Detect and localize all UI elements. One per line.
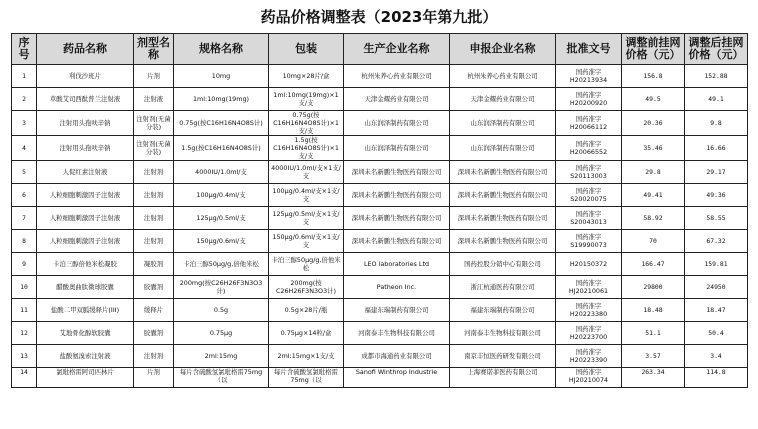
cell-applicant: 山东润泽制药有限公司 bbox=[450, 111, 556, 136]
cell-applicant: 河南泰丰生物科技有限公司 bbox=[450, 322, 556, 345]
cell-price-before: 166.47 bbox=[622, 253, 685, 276]
cell-price-before: 156.8 bbox=[622, 65, 685, 88]
table-row bbox=[12, 230, 748, 253]
cell-drug-name: 草酸艾司西酞普兰注射液 bbox=[37, 88, 134, 111]
cell-approval-number: 国药准字S20020075 bbox=[556, 184, 622, 207]
cell-price-after: 159.81 bbox=[685, 253, 748, 276]
cell-price-after: 3.4 bbox=[685, 345, 748, 368]
cell-price-after: 24950 bbox=[685, 276, 748, 299]
cell-price-after: 49.36 bbox=[685, 184, 748, 207]
cell-applicant: 福建东瑞制药有限公司 bbox=[450, 299, 556, 322]
cell-applicant: 上海赛诺菲医药有限公司 bbox=[450, 368, 556, 388]
cell-approval-number: 国药准字H20223700 bbox=[556, 322, 622, 345]
table-row bbox=[12, 136, 748, 161]
cell-no: 7 bbox=[12, 207, 37, 230]
cell-package: 每片含硫酸氢氯吡格雷75mg（以 bbox=[269, 368, 344, 388]
cell-manufacturer: 深圳未名新鹏生物医药有限公司 bbox=[344, 161, 450, 184]
page-title: 药品价格调整表（2023年第九批） bbox=[260, 8, 498, 26]
cell-dosage-form: 片剂 bbox=[134, 368, 174, 388]
cell-spec: 每片含硫酸氢氯吡格雷75mg（以 bbox=[174, 368, 269, 388]
cell-approval-number: 国药准字S20113003 bbox=[556, 161, 622, 184]
cell-no: 6 bbox=[12, 184, 37, 207]
header-form: 剂型名称 bbox=[134, 34, 174, 65]
cell-approval-number: 国药准字S19990073 bbox=[556, 230, 622, 253]
cell-applicant: 深圳未名新鹏生物医药有限公司 bbox=[450, 207, 556, 230]
cell-drug-name: 卡泊三醇倍他米松凝胶 bbox=[37, 253, 134, 276]
cell-dosage-form: 注射剂 bbox=[134, 184, 174, 207]
cell-dosage-form: 注射剂(无菌分装) bbox=[134, 111, 174, 136]
cell-spec: 4000IU/1.0ml/支 bbox=[174, 161, 269, 184]
cell-package: 1.5g(按C16H16N4O8S计)×1支/支 bbox=[269, 136, 344, 161]
cell-spec: 125μg/0.5ml/支 bbox=[174, 207, 269, 230]
table-row bbox=[12, 299, 748, 322]
cell-applicant: 浙江杭通医药有限公司 bbox=[450, 276, 556, 299]
cell-applicant: 深圳未名新鹏生物医药有限公司 bbox=[450, 161, 556, 184]
cell-spec: 10mg bbox=[174, 65, 269, 88]
cell-no: 10 bbox=[12, 276, 37, 299]
cell-price-before: 58.92 bbox=[622, 207, 685, 230]
header-maker: 生产企业名称 bbox=[344, 34, 450, 65]
cell-no: 4 bbox=[12, 136, 37, 161]
cell-approval-number: 国药准字H20213934 bbox=[556, 65, 622, 88]
cell-no: 5 bbox=[12, 161, 37, 184]
header-spec: 规格名称 bbox=[174, 34, 269, 65]
cell-price-before: 51.1 bbox=[622, 322, 685, 345]
table-row bbox=[12, 276, 748, 299]
cell-price-after: 18.47 bbox=[685, 299, 748, 322]
cell-price-before: 29.8 bbox=[622, 161, 685, 184]
cell-package: 150μg/0.6ml/支×1支/支 bbox=[269, 230, 344, 253]
cell-approval-number: 国药准字H20066112 bbox=[556, 111, 622, 136]
table-row bbox=[12, 111, 748, 136]
cell-approval-number: 国药准字H20200920 bbox=[556, 88, 622, 111]
cell-no: 1 bbox=[12, 65, 37, 88]
cell-package: 1ml:10mg(19mg)×1支/支 bbox=[269, 88, 344, 111]
cell-no: 2 bbox=[12, 88, 37, 111]
cell-manufacturer: 河南泰丰生物科技有限公司 bbox=[344, 322, 450, 345]
header-price-after: 调整后挂网价格（元） bbox=[685, 34, 748, 65]
cell-price-after: 16.66 bbox=[685, 136, 748, 161]
cell-package: 125μg/0.5ml/支×1支/支 bbox=[269, 207, 344, 230]
cell-drug-name: 注射用头孢呋辛钠 bbox=[37, 111, 134, 136]
cell-applicant: 山东润泽制药有限公司 bbox=[450, 136, 556, 161]
cell-price-before: 29800 bbox=[622, 276, 685, 299]
cell-package: 10mg×28片/盒 bbox=[269, 65, 344, 88]
cell-price-after: 29.17 bbox=[685, 161, 748, 184]
cell-package: 0.75μg×14粒/盒 bbox=[269, 322, 344, 345]
cell-dosage-form: 凝胶剂 bbox=[134, 253, 174, 276]
cell-approval-number: 国药准字HJ20210074 bbox=[556, 368, 622, 388]
table-row bbox=[12, 184, 748, 207]
cell-no: 12 bbox=[12, 322, 37, 345]
cell-spec: 150μg/0.6ml/支 bbox=[174, 230, 269, 253]
cell-dosage-form: 片剂 bbox=[134, 65, 174, 88]
cell-drug-name: 盐酸氨溴索注射液 bbox=[37, 345, 134, 368]
cell-dosage-form: 注射剂(无菌分装) bbox=[134, 136, 174, 161]
cell-price-before: 49.5 bbox=[622, 88, 685, 111]
cell-package: 0.5g×28片/瓶 bbox=[269, 299, 344, 322]
cell-spec: 100μg/0.4ml/支 bbox=[174, 184, 269, 207]
table-row bbox=[12, 207, 748, 230]
cell-price-after: 58.55 bbox=[685, 207, 748, 230]
cell-manufacturer: 深圳未名新鹏生物医药有限公司 bbox=[344, 184, 450, 207]
cell-spec: 1ml:10mg(19mg) bbox=[174, 88, 269, 111]
cell-applicant: 杭州朱养心药业有限公司 bbox=[450, 65, 556, 88]
table-row bbox=[12, 253, 748, 276]
cell-spec: 2ml:15mg bbox=[174, 345, 269, 368]
cell-manufacturer: 杭州朱养心药业有限公司 bbox=[344, 65, 450, 88]
cell-manufacturer: 山东润泽制药有限公司 bbox=[344, 136, 450, 161]
cell-spec: 200mg(按C26H26F3N3O3计) bbox=[174, 276, 269, 299]
cell-dosage-form: 注射剂 bbox=[134, 230, 174, 253]
cell-drug-name: 人粒细胞刺激因子注射液 bbox=[37, 184, 134, 207]
cell-dosage-form: 胶囊剂 bbox=[134, 276, 174, 299]
cell-drug-name: 人粒细胞刺激因子注射液 bbox=[37, 230, 134, 253]
cell-no: 8 bbox=[12, 230, 37, 253]
cell-price-before: 18.48 bbox=[622, 299, 685, 322]
cell-dosage-form: 注射液 bbox=[134, 88, 174, 111]
cell-applicant: 国药控股分销中心有限公司 bbox=[450, 253, 556, 276]
header-approval: 批准文号 bbox=[556, 34, 622, 65]
cell-price-after: 152.88 bbox=[685, 65, 748, 88]
table-header-row bbox=[12, 34, 748, 65]
cell-price-before: 49.41 bbox=[622, 184, 685, 207]
cell-approval-number: 国药准字S20043013 bbox=[556, 207, 622, 230]
cell-no: 13 bbox=[12, 345, 37, 368]
table-row bbox=[12, 322, 748, 345]
cell-spec: 0.75g(按C16H16N4O8S计) bbox=[174, 111, 269, 136]
cell-manufacturer: 天津金耀药业有限公司 bbox=[344, 88, 450, 111]
cell-price-before: 35.46 bbox=[622, 136, 685, 161]
cell-drug-name: 注射用头孢呋辛钠 bbox=[37, 136, 134, 161]
cell-spec: 0.5g bbox=[174, 299, 269, 322]
price-table bbox=[11, 33, 748, 388]
cell-spec: 0.75μg bbox=[174, 322, 269, 345]
cell-price-before: 70 bbox=[622, 230, 685, 253]
header-pack: 包装 bbox=[269, 34, 344, 65]
cell-price-before: 263.34 bbox=[622, 368, 685, 388]
cell-dosage-form: 胶囊剂 bbox=[134, 322, 174, 345]
cell-no: 11 bbox=[12, 299, 37, 322]
cell-package: 卡泊三醇50μg/g,倍他米松 bbox=[269, 253, 344, 276]
cell-package: 100μg/0.4ml/支×1支/支 bbox=[269, 184, 344, 207]
cell-dosage-form: 注射剂 bbox=[134, 345, 174, 368]
cell-applicant: 深圳未名新鹏生物医药有限公司 bbox=[450, 230, 556, 253]
cell-approval-number: 国药准字H20066552 bbox=[556, 136, 622, 161]
cell-manufacturer: 深圳未名新鹏生物医药有限公司 bbox=[344, 207, 450, 230]
cell-drug-name: 盐酸二甲双胍缓释片(III) bbox=[37, 299, 134, 322]
cell-price-before: 3.57 bbox=[622, 345, 685, 368]
table-row bbox=[12, 161, 748, 184]
cell-package: 4000IU/1.0ml/支×1支/支 bbox=[269, 161, 344, 184]
cell-dosage-form: 缓释片 bbox=[134, 299, 174, 322]
header-name: 药品名称 bbox=[37, 34, 134, 65]
cell-approval-number: 国药准字H20223380 bbox=[556, 299, 622, 322]
table-row bbox=[12, 368, 748, 388]
cell-price-after: 9.8 bbox=[685, 111, 748, 136]
header-applicant: 申报企业名称 bbox=[450, 34, 556, 65]
table-row bbox=[12, 65, 748, 88]
cell-no: 14 bbox=[12, 368, 37, 388]
cell-price-after: 67.32 bbox=[685, 230, 748, 253]
table-row bbox=[12, 88, 748, 111]
cell-dosage-form: 注射剂 bbox=[134, 207, 174, 230]
cell-manufacturer: Sanofi Winthrop Industrie bbox=[344, 368, 450, 388]
cell-applicant: 深圳未名新鹏生物医药有限公司 bbox=[450, 184, 556, 207]
cell-no: 3 bbox=[12, 111, 37, 136]
cell-drug-name: 利伐沙班片 bbox=[37, 65, 134, 88]
cell-approval-number: H20150372 bbox=[556, 253, 622, 276]
cell-applicant: 南京丰恒医药研发有限公司 bbox=[450, 345, 556, 368]
cell-spec: 卡泊三醇50μg/g,倍他米松 bbox=[174, 253, 269, 276]
header-no: 序号 bbox=[12, 34, 37, 65]
cell-drug-name: 艾地骨化醇软胶囊 bbox=[37, 322, 134, 345]
cell-manufacturer: 深圳未名新鹏生物医药有限公司 bbox=[344, 230, 450, 253]
cell-spec: 1.5g(按C16H16N4O8S计) bbox=[174, 136, 269, 161]
cell-package: 0.75g(按C16H16N4O8S计)×1支/支 bbox=[269, 111, 344, 136]
cell-price-after: 114.8 bbox=[685, 368, 748, 388]
cell-drug-name: 人促红素注射液 bbox=[37, 161, 134, 184]
cell-price-after: 49.1 bbox=[685, 88, 748, 111]
cell-drug-name: 氯吡格雷阿司匹林片 bbox=[37, 368, 134, 388]
cell-manufacturer: 山东润泽制药有限公司 bbox=[344, 111, 450, 136]
cell-manufacturer: 福建东瑞制药有限公司 bbox=[344, 299, 450, 322]
cell-manufacturer: 成都市海通药业有限公司 bbox=[344, 345, 450, 368]
header-price-before: 调整前挂网价格（元） bbox=[622, 34, 685, 65]
cell-no: 9 bbox=[12, 253, 37, 276]
cell-drug-name: 人粒细胞刺激因子注射液 bbox=[37, 207, 134, 230]
cell-dosage-form: 注射剂 bbox=[134, 161, 174, 184]
cell-approval-number: 国药准字H20223390 bbox=[556, 345, 622, 368]
cell-package: 2ml:15mg×1支/支 bbox=[269, 345, 344, 368]
cell-approval-number: 国药准字HJ20210061 bbox=[556, 276, 622, 299]
table-row bbox=[12, 345, 748, 368]
cell-price-before: 20.36 bbox=[622, 111, 685, 136]
cell-manufacturer: Patheon Inc. bbox=[344, 276, 450, 299]
cell-price-after: 50.4 bbox=[685, 322, 748, 345]
cell-manufacturer: LEO laboratories Ltd bbox=[344, 253, 450, 276]
cell-package: 200mg(按C26H26F3N3O3计) bbox=[269, 276, 344, 299]
cell-drug-name: 醋酸奥曲肽微球胶囊 bbox=[37, 276, 134, 299]
cell-applicant: 天津金耀药业有限公司 bbox=[450, 88, 556, 111]
